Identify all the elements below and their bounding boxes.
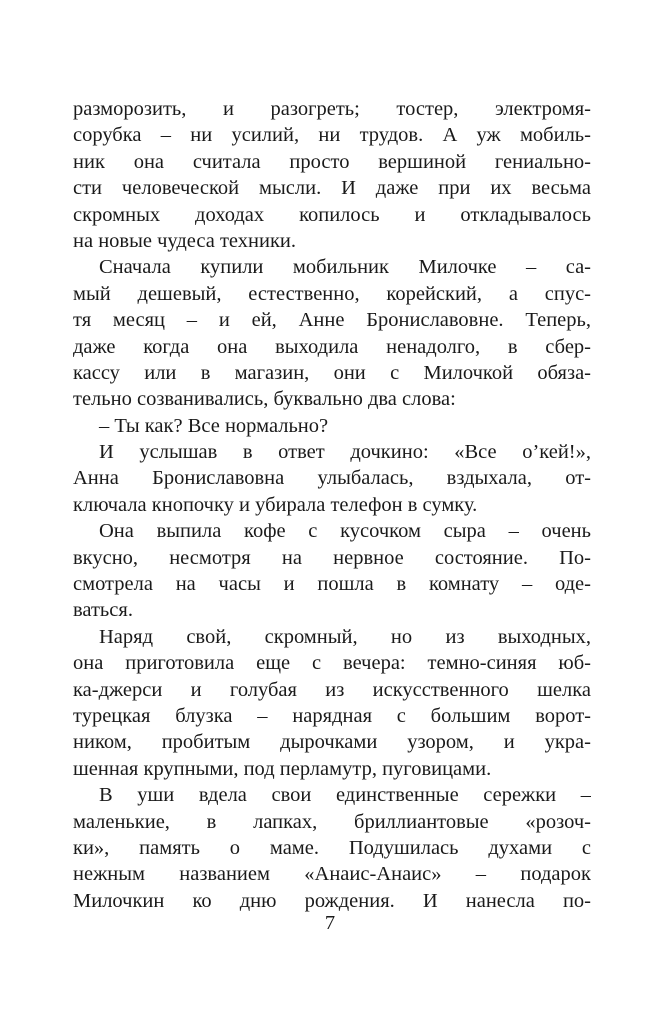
paragraph (73, 254, 591, 412)
text-line: смотрела на часы и пошла в комнату – оде- (73, 573, 591, 596)
text-line: Она выпила кофе с кусочком сыра – очень (99, 520, 591, 543)
text-line: Милочкин ко дню рождения. И нанесла по- (73, 889, 591, 912)
text-line: турецкая блузка – нарядная с большим ворот- (73, 704, 591, 727)
body-text (73, 96, 591, 914)
paragraph (73, 624, 591, 782)
text-line: кассу или в магазин, они с Милочкой обяза- (73, 361, 591, 384)
text-line: ником, пробитым дырочками узором, и укра- (73, 731, 591, 754)
text-line: В уши вдела свои единственные сережки – (99, 784, 591, 807)
text-line: разморозить, и разогреть; тостер, электромя- (73, 98, 591, 120)
text-line: даже когда она выходила ненадолго, в сбер- (73, 335, 591, 358)
text-line: тя месяц – и ей, Анне Брониславовне. Теперь, (73, 309, 591, 332)
text-line: маленькие, в лапках, бриллиантовые «розоч- (73, 810, 591, 833)
text-line: ка-джерси и голубая из искусственного шелка (73, 678, 591, 701)
paragraph (73, 439, 591, 518)
text-line: шенная крупными, под перламутр, пуговицами. (73, 757, 492, 780)
text-line: мый дешевый, естественно, корейский, а спус- (73, 282, 591, 305)
paragraph (73, 96, 591, 254)
text-line: сти человеческой мысли. И даже при их весьма (73, 177, 591, 200)
text-line: ки», память о маме. Подушилась духами с (73, 836, 591, 859)
page-number: 7 (324, 912, 336, 934)
text-line: ник она считала просто вершиной гениально- (73, 150, 591, 173)
text-line: сорубка – ни усилий, ни трудов. А уж мобиль- (73, 124, 591, 147)
text-line: вкусно, несмотря на нервное состояние. По- (73, 546, 591, 569)
text-line: И услышав в ответ дочкино: «Все о’кей!», (99, 441, 591, 464)
paragraph (73, 413, 591, 439)
text-line: Наряд свой, скромный, но из выходных, (99, 625, 591, 648)
text-line: ключала кнопочку и убирала телефон в сумку. (73, 493, 478, 516)
paragraph (73, 518, 591, 624)
text-line: скромных доходах копилось и откладывалось (73, 203, 591, 226)
text-line: она приготовила еще с вечера: темно-синяя юб- (73, 652, 591, 675)
paragraph (73, 782, 591, 914)
text-line: Сначала купили мобильник Милочке – са- (99, 256, 591, 279)
text-line: ваться. (73, 599, 133, 622)
text-line: Анна Брониславовна улыбалась, вздыхала, от- (73, 467, 591, 490)
text-line: на новые чудеса техники. (73, 229, 297, 252)
text-line: нежным названием «Анаис-Анаис» – подарок (73, 863, 591, 886)
text-line: – Ты как? Все нормально? (99, 414, 329, 437)
text-line: тельно созванивались, буквально два слова: (73, 388, 456, 411)
